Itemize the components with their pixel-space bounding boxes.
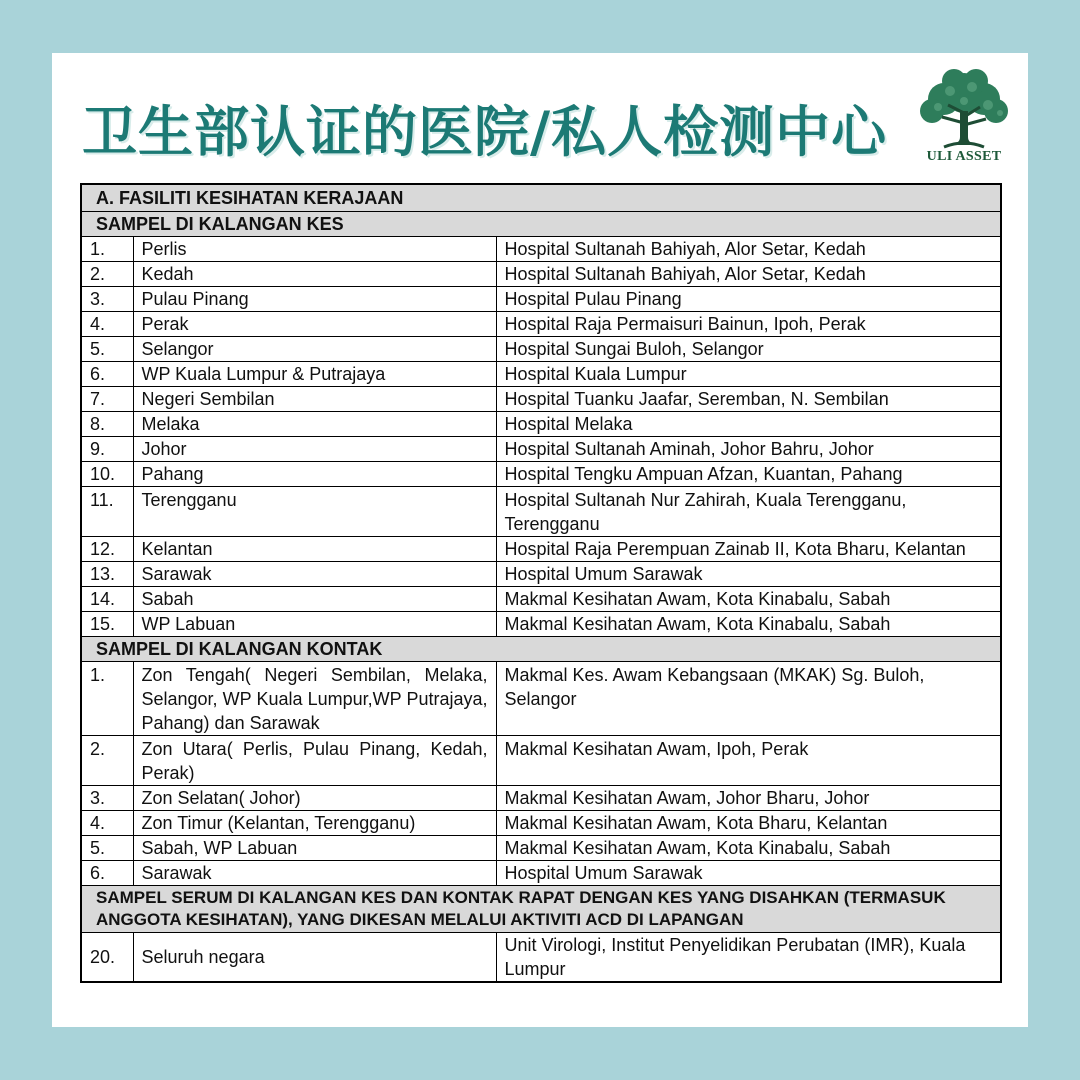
table-row <box>81 612 1001 637</box>
facility-cell: Hospital Sungai Buloh, Selangor <box>496 337 1001 362</box>
facility-cell: Hospital Sultanah Nur Zahirah, Kuala Terengganu, Terengganu <box>496 487 1001 537</box>
row-number: 13. <box>81 562 133 587</box>
state-cell: Terengganu <box>133 487 496 537</box>
facility-cell: Makmal Kesihatan Awam, Kota Kinabalu, Sabah <box>496 612 1001 637</box>
table-row <box>81 462 1001 487</box>
facility-cell: Hospital Kuala Lumpur <box>496 362 1001 387</box>
facility-cell: Makmal Kesihatan Awam, Kota Kinabalu, Sabah <box>496 587 1001 612</box>
facility-cell: Unit Virologi, Institut Penyelidikan Perubatan (IMR), Kuala Lumpur <box>496 933 1001 983</box>
facility-cell: Makmal Kesihatan Awam, Kota Bharu, Kelantan <box>496 811 1001 836</box>
row-number: 12. <box>81 537 133 562</box>
row-number: 2. <box>81 262 133 287</box>
row-number: 5. <box>81 337 133 362</box>
facility-cell: Hospital Pulau Pinang <box>496 287 1001 312</box>
facility-cell: Makmal Kesihatan Awam, Ipoh, Perak <box>496 736 1001 786</box>
group-heading-cases: SAMPEL DI KALANGAN KES <box>81 212 1001 237</box>
row-number: 5. <box>81 836 133 861</box>
state-cell: Perak <box>133 312 496 337</box>
row-number: 6. <box>81 362 133 387</box>
facility-cell: Hospital Tuanku Jaafar, Seremban, N. Sembilan <box>496 387 1001 412</box>
table-row <box>81 237 1001 262</box>
row-number: 1. <box>81 237 133 262</box>
table-row <box>81 387 1001 412</box>
state-cell: Melaka <box>133 412 496 437</box>
facility-cell: Hospital Umum Sarawak <box>496 861 1001 886</box>
state-cell: Sarawak <box>133 861 496 886</box>
facility-table <box>80 183 1002 983</box>
section-header <box>81 184 1001 212</box>
row-number: 4. <box>81 811 133 836</box>
row-number: 14. <box>81 587 133 612</box>
group-header <box>81 886 1001 933</box>
row-number: 4. <box>81 312 133 337</box>
state-cell: Sabah <box>133 587 496 612</box>
state-cell: Zon Timur (Kelantan, Terengganu) <box>133 811 496 836</box>
section-title: A. FASILITI KESIHATAN KERAJAAN <box>81 184 1001 212</box>
state-cell: Johor <box>133 437 496 462</box>
group-header <box>81 637 1001 662</box>
group-heading-contacts: SAMPEL DI KALANGAN KONTAK <box>81 637 1001 662</box>
facility-cell: Hospital Tengku Ampuan Afzan, Kuantan, Pahang <box>496 462 1001 487</box>
facility-cell: Makmal Kesihatan Awam, Kota Kinabalu, Sabah <box>496 836 1001 861</box>
table-row <box>81 562 1001 587</box>
state-cell: Perlis <box>133 237 496 262</box>
table-row <box>81 933 1001 983</box>
group-heading-serum: SAMPEL SERUM DI KALANGAN KES DAN KONTAK RAPAT DENGAN KES YANG DISAHKAN (TERMASUK ANGGOTA KESIHATAN), YANG DIKESAN MELALUI AKTIVITI ACD DI LAPANGAN <box>81 886 1001 933</box>
state-cell: Kelantan <box>133 537 496 562</box>
table-row <box>81 736 1001 786</box>
row-number: 11. <box>81 487 133 537</box>
state-cell: Sabah, WP Labuan <box>133 836 496 861</box>
state-cell: Zon Selatan( Johor) <box>133 786 496 811</box>
table-row <box>81 362 1001 387</box>
table-row <box>81 337 1001 362</box>
table-row <box>81 861 1001 886</box>
facility-cell: Makmal Kesihatan Awam, Johor Bharu, Johor <box>496 786 1001 811</box>
table-row <box>81 786 1001 811</box>
table-row <box>81 412 1001 437</box>
state-cell: Pulau Pinang <box>133 287 496 312</box>
state-cell: Kedah <box>133 262 496 287</box>
table-row <box>81 262 1001 287</box>
table-row <box>81 312 1001 337</box>
state-cell: Sarawak <box>133 562 496 587</box>
state-cell: Zon Utara( Perlis, Pulau Pinang, Kedah, Perak) <box>133 736 496 786</box>
row-number: 6. <box>81 861 133 886</box>
state-cell: WP Labuan <box>133 612 496 637</box>
row-number: 8. <box>81 412 133 437</box>
state-cell: Zon Tengah( Negeri Sembilan, Melaka, Selangor, WP Kuala Lumpur,WP Putrajaya, Pahang) dan Sarawak <box>133 662 496 736</box>
row-number: 15. <box>81 612 133 637</box>
table-row <box>81 811 1001 836</box>
row-number: 3. <box>81 287 133 312</box>
table-row <box>81 587 1001 612</box>
facility-cell: Hospital Melaka <box>496 412 1001 437</box>
state-cell: Negeri Sembilan <box>133 387 496 412</box>
row-number: 7. <box>81 387 133 412</box>
row-number: 1. <box>81 662 133 736</box>
table-row <box>81 537 1001 562</box>
facility-cell: Makmal Kes. Awam Kebangsaan (MKAK) Sg. Buloh, Selangor <box>496 662 1001 736</box>
row-number: 20. <box>81 933 133 983</box>
row-number: 2. <box>81 736 133 786</box>
facility-cell: Hospital Sultanah Aminah, Johor Bahru, Johor <box>496 437 1001 462</box>
table-row <box>81 662 1001 736</box>
state-cell: Seluruh negara <box>133 933 496 983</box>
table-row <box>81 836 1001 861</box>
page-title: 卫生部认证的医院/私人检测中心 <box>82 100 888 164</box>
facility-cell: Hospital Sultanah Bahiyah, Alor Setar, Kedah <box>496 237 1001 262</box>
table-row <box>81 487 1001 537</box>
row-number: 10. <box>81 462 133 487</box>
facility-table-body <box>81 184 1001 982</box>
state-cell: WP Kuala Lumpur & Putrajaya <box>133 362 496 387</box>
uli-asset-logo <box>914 67 1014 167</box>
facility-cell: Hospital Raja Permaisuri Bainun, Ipoh, Perak <box>496 312 1001 337</box>
group-header <box>81 212 1001 237</box>
facility-cell: Hospital Raja Perempuan Zainab II, Kota Bharu, Kelantan <box>496 537 1001 562</box>
row-number: 3. <box>81 786 133 811</box>
table-row <box>81 287 1001 312</box>
table-row <box>81 437 1001 462</box>
state-cell: Selangor <box>133 337 496 362</box>
logo-text: ULI ASSET <box>926 149 1002 164</box>
row-number: 9. <box>81 437 133 462</box>
facility-cell: Hospital Umum Sarawak <box>496 562 1001 587</box>
facility-cell: Hospital Sultanah Bahiyah, Alor Setar, Kedah <box>496 262 1001 287</box>
tree-icon <box>914 67 1014 151</box>
state-cell: Pahang <box>133 462 496 487</box>
